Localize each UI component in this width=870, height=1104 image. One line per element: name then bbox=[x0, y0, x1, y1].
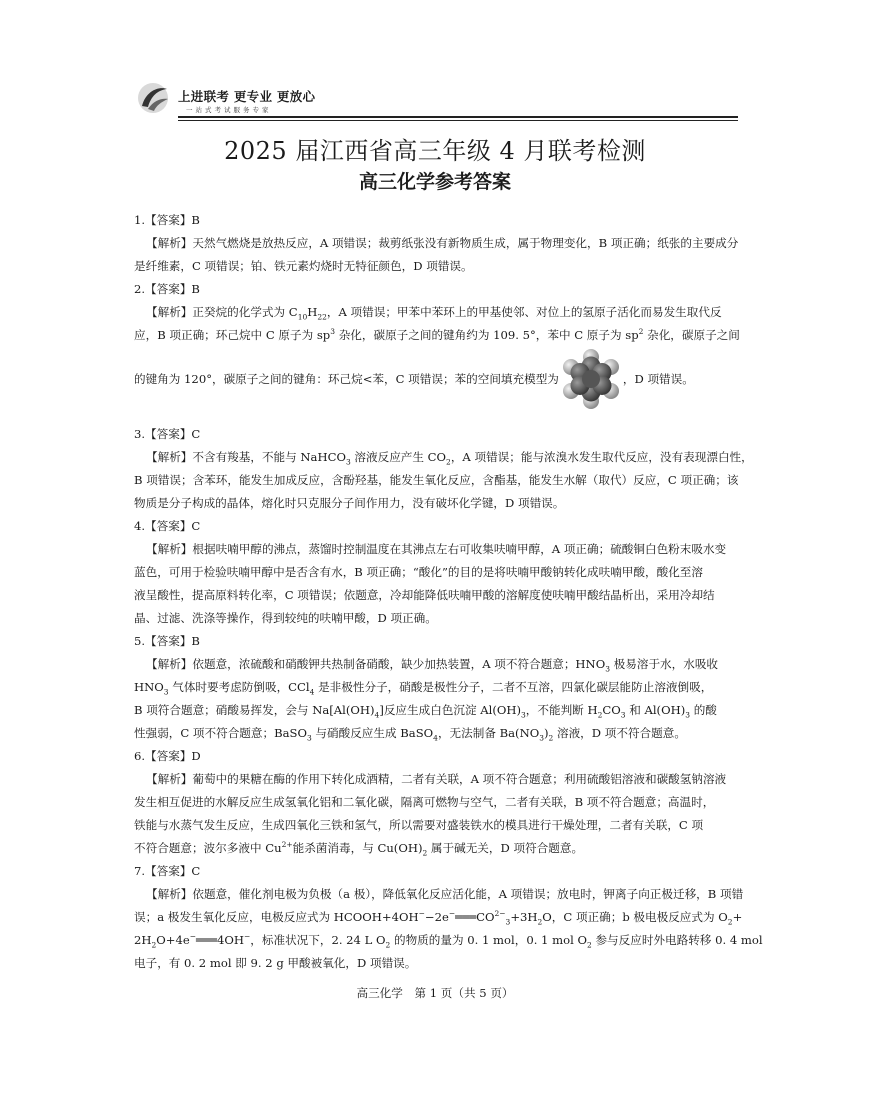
answer-label: 7.【答案】C bbox=[134, 864, 201, 878]
explanation-line: B 项错误；含苯环，能发生加成反应，含酚羟基，能发生氧化反应，含酯基，能发生水解（取代）反应，C 项正确；该 bbox=[134, 473, 739, 487]
explanation-line: $HNO_3$ 气体时要考虑防倒吸，CCl$_4$ 是非极性分子，硝酸是极性分子，二者不互溶，四氯化碳层能防止溶液倒吸， bbox=[134, 680, 713, 697]
explanation-line: 发生相互促进的水解反应生成氢氧化铝和二氧化碳，隔离可燃物与空气，二者有关联，B 项不符合题意；高温时， bbox=[134, 795, 715, 809]
answer-label: 4.【答案】C bbox=[134, 519, 201, 533]
explanation-line: 【解析】依题意，浓硫酸和硝酸钾共热制备硝酸，缺少加热装置，A 项不符合题意；$HNO_3$ 极易溶于水，水吸收 bbox=[146, 657, 719, 674]
answer-content bbox=[134, 209, 763, 975]
explanation-line: 【解析】根据呋喃甲醇的沸点，蒸馏时控制温度在其沸点左右可收集呋喃甲醇，A 项正确；硫酸铜白色粉末吸水变 bbox=[146, 542, 727, 556]
explanation-line: 【解析】葡萄中的果糖在酶的作用下转化成酒精，二者有关联，A 项不符合题意；利用硫酸铝溶液和碳酸氢钠溶液 bbox=[146, 772, 727, 786]
page-header bbox=[134, 80, 738, 122]
explanation-line: 【解析】依题意，催化剂电极为负极（a 极），降低氧化反应活化能，A 项错误；放电时，钾离子向正极迁移，B 项错 bbox=[146, 887, 744, 901]
explanation-line: $2H_2O+4e^-═══4OH^-$，标准状况下，2. 24 L $O_2$ 的物质的量为 0. 1 mol，0. 1 mol $O_2$ 参与反应时外电路转移 0. 4 mol bbox=[134, 932, 763, 950]
page-title: 2025 届江西省高三年级 4 月联考检测 bbox=[224, 137, 646, 165]
explanation-line: 应，B 项正确；环己烷中 C 原子为 $sp^3$ 杂化，碳原子之间的键角约为 109. 5°，苯中 C 原子为 $sp^2$ 杂化，碳原子之间 bbox=[134, 327, 740, 342]
benzene-space-filling-model-icon bbox=[560, 350, 622, 408]
explanation-line: 【解析】天然气燃烧是放热反应，A 项错误；裁剪纸张没有新物质生成，属于物理变化，B 项正确；纸张的主要成分 bbox=[146, 236, 739, 250]
answer-label: 2.【答案】B bbox=[134, 282, 200, 296]
explanation-line: 电子，有 0. 2 mol 即 9. 2 g 甲酸被氧化，D 项错误。 bbox=[134, 956, 417, 970]
explanation-line: 蓝色，可用于检验呋喃甲醇中是否含有水，B 项正确；“酸化”的目的是将呋喃甲酸钠转化成呋喃甲酸，酸化至溶 bbox=[134, 565, 703, 579]
explanation-line: 物质是分子构成的晶体，熔化时只克服分子间作用力，没有破坏化学键，D 项错误。 bbox=[134, 496, 565, 510]
shangjin-logo-icon bbox=[134, 80, 174, 116]
explanation-line: 误；a 极发生氧化反应，电极反应式为 $HCOOH+4OH^--2e^-═══CO^{2-}_3+3H_2O$，C 项正确；b 极电极反应式为 $O_2+$ bbox=[134, 909, 743, 927]
explanation-line: 铁能与水蒸气发生反应，生成四氧化三铁和氢气，所以需要对盛装铁水的模具进行干燥处理，二者有关联，C 项 bbox=[134, 818, 704, 832]
explanation-line: B 项符合题意；硝酸易挥发，会与 $Na[Al(OH)_4]$反应生成白色沉淀 $Al(OH)_3$，不能判断 $H_2CO_3$ 和 $Al(OH)_3$ 的酸 bbox=[134, 703, 717, 720]
explanation-line: 性强弱，C 项不符合题意；BaSO$_3$ 与硝酸反应生成 BaSO$_4$，无法制备 $Ba(NO_3)_2$ 溶液，D 项不符合题意。 bbox=[134, 726, 686, 743]
answer-label: 1.【答案】B bbox=[134, 213, 200, 227]
slogan-sub: 一站式考试服务专家 bbox=[186, 106, 272, 114]
answer-label: 3.【答案】C bbox=[134, 427, 201, 441]
explanation-line: 的键角为 120°，碳原子之间的键角：环己烷<苯，C 项错误；苯的空间填充模型为 ，D 项错误。 bbox=[134, 347, 742, 409]
explanation-line: 是纤维素，C 项错误；铂、铁元素灼烧时无特征颜色，D 项错误。 bbox=[134, 259, 473, 273]
slogan: 上进联考 更专业 更放心 bbox=[178, 89, 316, 104]
page-subtitle: 高三化学参考答案 bbox=[358, 171, 511, 193]
header-rule bbox=[178, 120, 738, 121]
page-footer: 高三化学 第 1 页（共 5 页） bbox=[356, 986, 514, 1000]
answer-label: 5.【答案】B bbox=[134, 634, 200, 648]
explanation-line: 晶、过滤、洗涤等操作，得到较纯的呋喃甲酸，D 项正确。 bbox=[134, 611, 437, 625]
explanation-line: 液呈酸性，提高原料转化率，C 项错误；依题意，冷却能降低呋喃甲酸的溶解度使呋喃甲酸结晶析出，采用冷却结 bbox=[134, 588, 715, 602]
answer-label: 6.【答案】D bbox=[134, 749, 201, 763]
explanation-line: 【解析】不含有羧基，不能与 NaHCO$_3$ 溶液反应产生 $CO_2$，A 项错误；能与浓溴水发生取代反应，没有表现漂白性， bbox=[146, 450, 753, 467]
explanation-line: 【解析】正癸烷的化学式为 $C_{10}H_{22}$，A 项错误；甲苯中苯环上的甲基使邻、对位上的氢原子活化而易发生取代反 bbox=[146, 305, 722, 322]
explanation-line: 不符合题意；波尔多液中 $Cu^{2+}$能杀菌消毒，与 $Cu(OH)_2$ 属于碱无关，D 项符合题意。 bbox=[134, 840, 584, 858]
header-rule bbox=[178, 116, 738, 118]
